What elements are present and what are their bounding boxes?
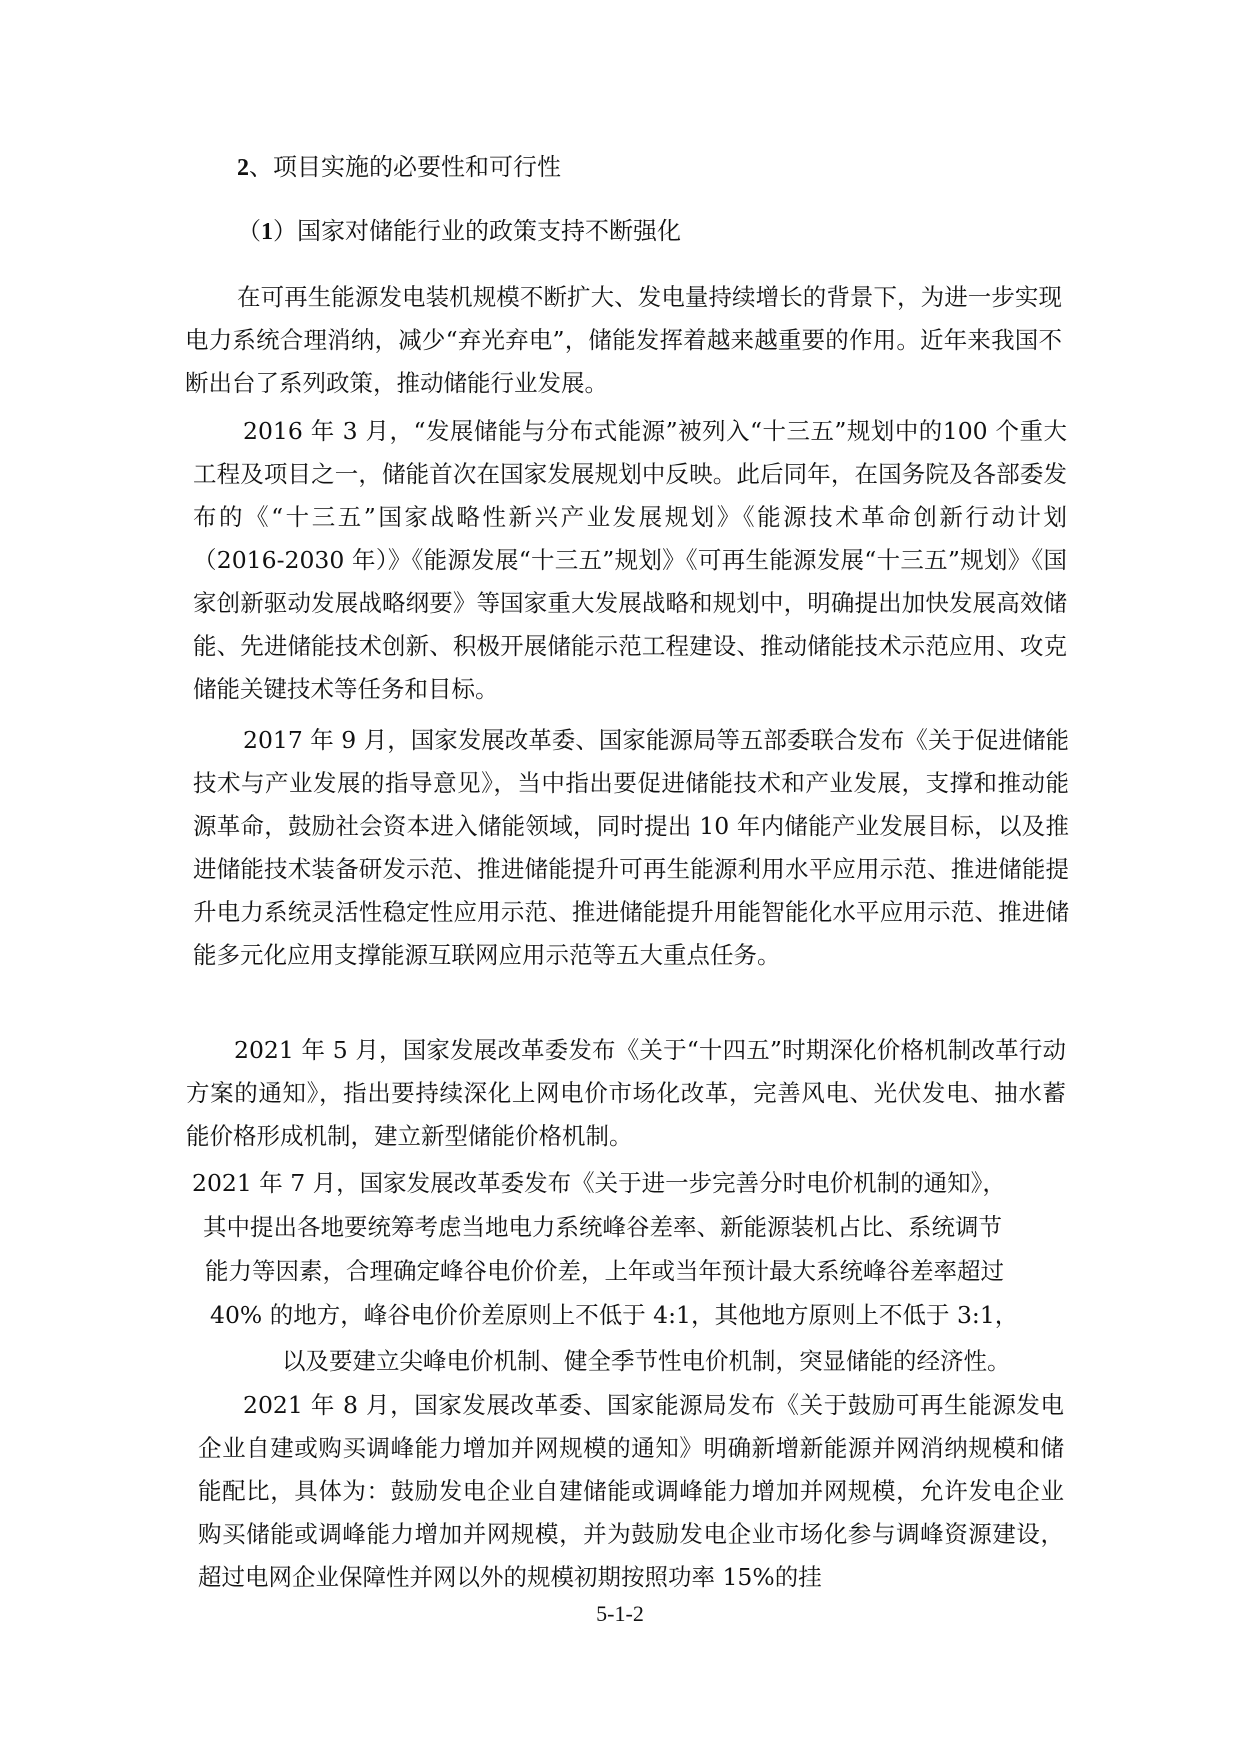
paragraph-2021-aug-policy: 2021 年 8 月，国家发展改革委、国家能源局发布《关于鼓励可再生能源发电企业自建或购买调峰能力增加并网规模的通知》明确新增新能源并网消纳规模和储能配比，具体为：鼓励发电企业自建储能或调峰能力增加并网规模，允许发电企业购买储能或调峰能力增加并网规模，并为鼓励发电企业市场化参与调峰资源建设，超过电网企业保障性并网以外的规模初期按照功率 15%的挂 bbox=[198, 1391, 1064, 1591]
subheading-text: ）国家对储能行业的政策支持不断强化 bbox=[273, 217, 681, 245]
section-heading bbox=[237, 150, 561, 185]
paragraph-2021-jul-line-1: 2021 年 7 月，国家发展改革委发布《关于进一步完善分时电价机制的通知》， bbox=[192, 1169, 1006, 1197]
paragraph-policy-overview: 在可再生能源发电装机规模不断扩大、发电量持续增长的背景下，为进一步实现电力系统合理消纳，减少“弃光弃电”，储能发挥着越来越重要的作用。近年来我国不断出台了系列政策，推动储能行业发展。 bbox=[185, 283, 1062, 397]
subheading-prefix: （ bbox=[237, 217, 261, 245]
subheading-number: 1 bbox=[261, 219, 273, 245]
paragraph-2021-jul-line-2: 其中提出各地要统筹考虑当地电力系统峰谷差率、新能源装机占比、系统调节 bbox=[203, 1213, 1002, 1241]
paragraph-2021-jul-line-5: 以及要建立尖峰电价机制、健全季节性电价机制，突显储能的经济性。 bbox=[282, 1347, 1011, 1375]
page-number: 5-1-2 bbox=[596, 1601, 644, 1626]
paragraph-2017-policy: 2017 年 9 月，国家发展改革委、国家能源局等五部委联合发布《关于促进储能技术与产业发展的指导意见》，当中指出要促进储能技术和产业发展，支撑和推动能源革命，鼓励社会资本进入储能领域，同时提出 10 年内储能产业发展目标，以及推进储能技术装备研发示范、推进储能提升可再生能源利用水平应用示范、推进储能提升电力系统灵活性稳定性应用示范、推进储能提升用能智能化水平应用示范、推进储能多元化应用支撑能源互联网应用示范等五大重点任务。 bbox=[193, 726, 1069, 969]
paragraph-2016-policy: 2016 年 3 月，“发展储能与分布式能源”被列入“十三五”规划中的100 个重大工程及项目之一，储能首次在国家发展规划中反映。此后同年，在国务院及各部委发布的《“十三五”国家战略性新兴产业发展规划》《能源技术革命创新行动计划（2016-2030 年）》《能源发展“十三五”规划》《可再生能源发展“十三五”规划》《国家创新驱动发展战略纲要》等国家重大发展战略和规划中，明确提出加快发展高效储能、先进储能技术创新、积极开展储能示范工程建设、推动储能技术示范应用、攻克储能关键技术等任务和目标。 bbox=[193, 417, 1067, 703]
paragraph-2021-may-policy: 2021 年 5 月，国家发展改革委发布《关于“十四五”时期深化价格机制改革行动方案的通知》，指出要持续深化上网电价市场化改革，完善风电、光伏发电、抽水蓄能价格形成机制，建立新型储能价格机制。 bbox=[186, 1036, 1066, 1150]
subheading bbox=[237, 214, 681, 249]
paragraph-2021-jul-line-3: 能力等因素，合理确定峰谷电价价差，上年或当年预计最大系统峰谷差率超过 bbox=[205, 1257, 1004, 1285]
section-heading-text: 、项目实施的必要性和可行性 bbox=[249, 153, 561, 181]
paragraph-2021-jul-line-4: 40% 的地方，峰谷电价价差原则上不低于 4:1，其他地方原则上不低于 3:1， bbox=[210, 1301, 1019, 1329]
section-heading-number: 2 bbox=[237, 155, 249, 181]
